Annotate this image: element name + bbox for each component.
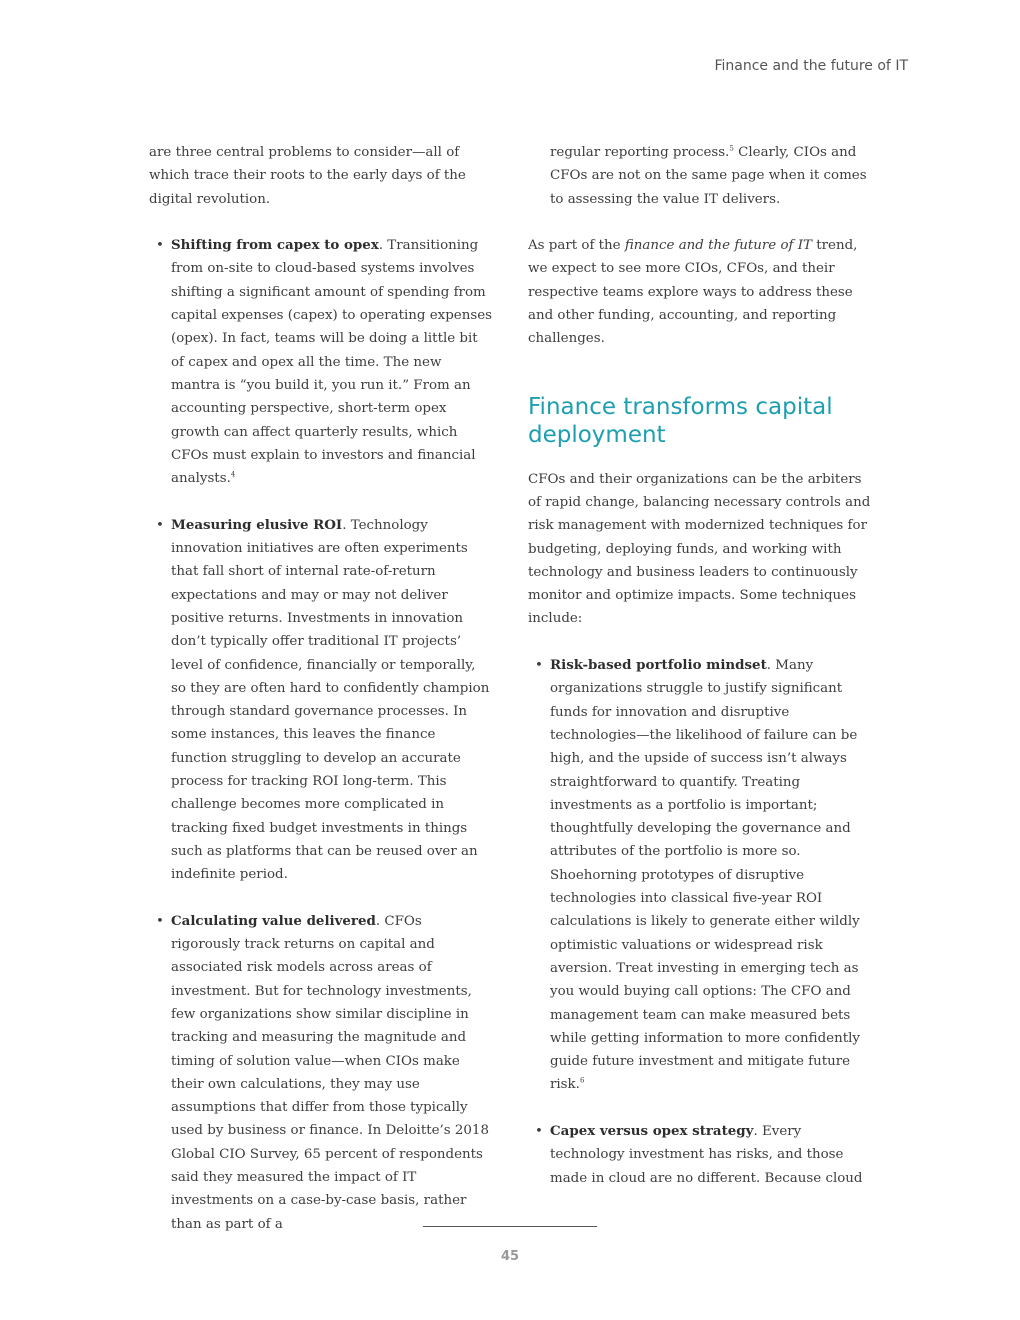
item-body: . CFOs rigorously track returns on capital and associated risk models across areas of investment. But for technology investments, few organizations show similar discipline in tracking and measuring the magnitude and timing of solution value—when CIOs make their own calculations, they may use assumptions that differ from those typically used by business or finance. In Deloitte’s 2018 Global CIO Survey, 65 percent of respondents said they measured the impact of IT investments on a case-by-case basis, rather than as part of a bbox=[171, 913, 489, 1232]
footer-divider bbox=[423, 1226, 597, 1227]
item-body: . Many organizations struggle to justify significant funds for innovation and disruptive technologies—the likelihood of failure can be high, and the upside of success isn’t always straightforward to quantify. Treating investments as a portfolio is important; thoughtfully developing the governance and attributes of the portfolio is more so. Shoehorning prototypes of disruptive technologies into classical five-year ROI calculations is likely to generate either wildly optimistic valuations or widespread risk aversion. Treat investing in emerging tech as you would buying call options: The CFO and management team can make measured bets while getting information to more confidently guide future investment and mitigate future risk. bbox=[550, 658, 860, 1093]
bullet-icon: • bbox=[535, 658, 543, 674]
item-lead: Calculating value delivered bbox=[171, 912, 376, 929]
continued-text: regular reporting process. bbox=[550, 145, 730, 160]
bullet-icon: • bbox=[535, 1123, 543, 1139]
section-intro: CFOs and their organizations can be the arbiters of rapid change, balancing necessary controls and risk management with modernized techniques for budgeting, deploying funds, and working with technology and business leaders to continuously monitor and optimize impacts. Some techniques include: bbox=[528, 471, 871, 627]
trend-text-before: As part of the bbox=[528, 238, 625, 254]
continued-paragraph bbox=[528, 141, 873, 211]
page-number: 45 bbox=[500, 1249, 520, 1264]
running-header: Finance and the future of IT bbox=[714, 58, 908, 74]
item-body: . Every technology investment has risks, and those made in cloud are no different. Because cloud bbox=[550, 1123, 863, 1186]
item-lead: Measuring elusive ROI bbox=[171, 516, 343, 533]
trend-title-italic: finance and the future of IT bbox=[624, 238, 812, 254]
trend-text-after: trend, we expect to see more CIOs, CFOs, and their respective teams explore ways to address these and other funding, accounting, and reporting challenges. bbox=[528, 238, 858, 347]
intro-paragraph: are three central problems to consider—all of which trace their roots to the early days of the digital revolution. bbox=[149, 145, 466, 207]
bullet-icon: • bbox=[156, 913, 164, 929]
continued-text-rest: Clearly, CIOs and CFOs are not on the same page when it comes to assessing the value IT delivers. bbox=[550, 145, 867, 207]
list-item-capex-opex bbox=[149, 234, 494, 490]
item-body: . Technology innovation initiatives are often experiments that fall short of internal rate-of-return expectations and may or may not deliver positive returns. Investments in innovation don’t typically offer traditional IT projects’ level of confidence, financially or temporally, so they are often hard to confidently champion through standard governance processes. In some instances, this leaves the finance function struggling to develop an accurate process for tracking ROI long-term. This challenge becomes more complicated in tracking fixed budget investments in things such as platforms that can be reused over an indefinite period. bbox=[171, 517, 490, 883]
item-lead: Risk-based portfolio mindset bbox=[550, 657, 767, 674]
footnote-ref-5[interactable]: 5 bbox=[729, 144, 734, 153]
trend-paragraph bbox=[528, 234, 873, 350]
list-item-capex-strategy bbox=[528, 1120, 873, 1190]
list-item-value-delivered bbox=[149, 910, 494, 1236]
item-body: . Transitioning from on-site to cloud-based systems involves shifting a significant amount of spending from capital expenses (capex) to operating expenses (opex). In fact, teams will be doing a little bit of capex and opex all the time. The new mantra is “you build it, you run it.” From an accounting perspective, short-term opex growth can affect quarterly results, which CFOs must explain to investors and financial analysts. bbox=[171, 238, 493, 487]
footnote-ref-4[interactable]: 4 bbox=[230, 470, 236, 479]
footnote-ref-6[interactable]: 6 bbox=[579, 1076, 585, 1085]
list-item-risk-portfolio bbox=[528, 654, 873, 1097]
bullet-icon: • bbox=[156, 517, 164, 533]
list-item-roi bbox=[149, 514, 494, 887]
bullet-icon: • bbox=[156, 238, 164, 254]
left-column bbox=[149, 141, 494, 1236]
item-lead: Shifting from capex to opex bbox=[171, 237, 379, 254]
right-column bbox=[528, 141, 873, 1190]
section-heading: Finance transforms capital deployment bbox=[528, 393, 833, 448]
item-lead: Capex versus opex strategy bbox=[550, 1122, 754, 1139]
